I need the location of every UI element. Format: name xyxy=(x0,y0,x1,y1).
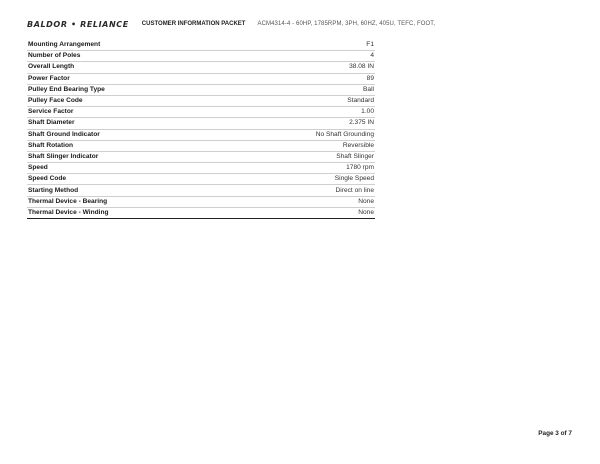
spec-value: No Shaft Grounding xyxy=(218,129,375,140)
spec-label: Pulley End Bearing Type xyxy=(27,84,218,95)
spec-value: 38.08 IN xyxy=(218,62,375,73)
spec-value: 2.375 IN xyxy=(218,118,375,129)
spec-value: None xyxy=(218,196,375,207)
spec-row xyxy=(27,84,375,95)
spec-row xyxy=(27,95,375,106)
spec-row xyxy=(27,73,375,84)
packet-title: CUSTOMER INFORMATION PACKET xyxy=(141,21,246,27)
spec-row xyxy=(27,140,375,151)
spec-row xyxy=(27,185,375,196)
page-number: Page 3 of 7 xyxy=(538,430,572,437)
spec-row xyxy=(27,107,375,118)
spec-label: Service Factor xyxy=(27,107,218,118)
spec-row xyxy=(27,174,375,185)
spec-value: Shaft Slinger xyxy=(218,151,375,162)
spec-label: Speed Code xyxy=(27,174,218,185)
spec-value: Standard xyxy=(218,95,375,106)
spec-row xyxy=(27,40,375,51)
spec-row xyxy=(27,51,375,62)
spec-label: Shaft Slinger Indicator xyxy=(27,151,218,162)
spec-row xyxy=(27,151,375,162)
spec-value: 1780 rpm xyxy=(218,163,375,174)
specification-table xyxy=(27,40,375,219)
spec-row xyxy=(27,129,375,140)
spec-row xyxy=(27,163,375,174)
spec-value: Direct on line xyxy=(218,185,375,196)
spec-label: Shaft Diameter xyxy=(27,118,218,129)
document-header xyxy=(27,17,580,31)
spec-row xyxy=(27,62,375,73)
spec-label: Number of Poles xyxy=(27,51,218,62)
spec-value: 4 xyxy=(218,51,375,62)
spec-row xyxy=(27,118,375,129)
brand-logo: BALDOR • RELIANCE xyxy=(27,19,129,29)
spec-label: Thermal Device - Winding xyxy=(28,208,109,216)
spec-label: Shaft Ground Indicator xyxy=(27,129,218,140)
spec-row xyxy=(27,196,375,207)
spec-label: Shaft Rotation xyxy=(27,140,218,151)
spec-label: Mounting Arrangement xyxy=(27,40,218,51)
spec-label: Pulley Face Code xyxy=(27,95,218,106)
spec-value: Single Speed xyxy=(218,174,375,185)
spec-value: 1.00 xyxy=(218,107,375,118)
spec-value: Reversible xyxy=(218,140,375,151)
model-description: ACM4314-4 - 60HP, 1785RPM, 3PH, 60HZ, 405U, TEFC, FOOT, xyxy=(257,21,436,27)
specification-rows xyxy=(27,40,375,219)
spec-value: Ball xyxy=(218,84,375,95)
spec-row xyxy=(27,207,375,218)
spec-label: Speed xyxy=(27,163,218,174)
spec-value: None xyxy=(358,208,374,216)
spec-value: 89 xyxy=(218,73,375,84)
spec-label: Starting Method xyxy=(27,185,218,196)
spec-label: Overall Length xyxy=(27,62,218,73)
spec-value: F1 xyxy=(218,40,375,51)
spec-label: Thermal Device - Bearing xyxy=(27,196,218,207)
spec-label: Power Factor xyxy=(27,73,218,84)
